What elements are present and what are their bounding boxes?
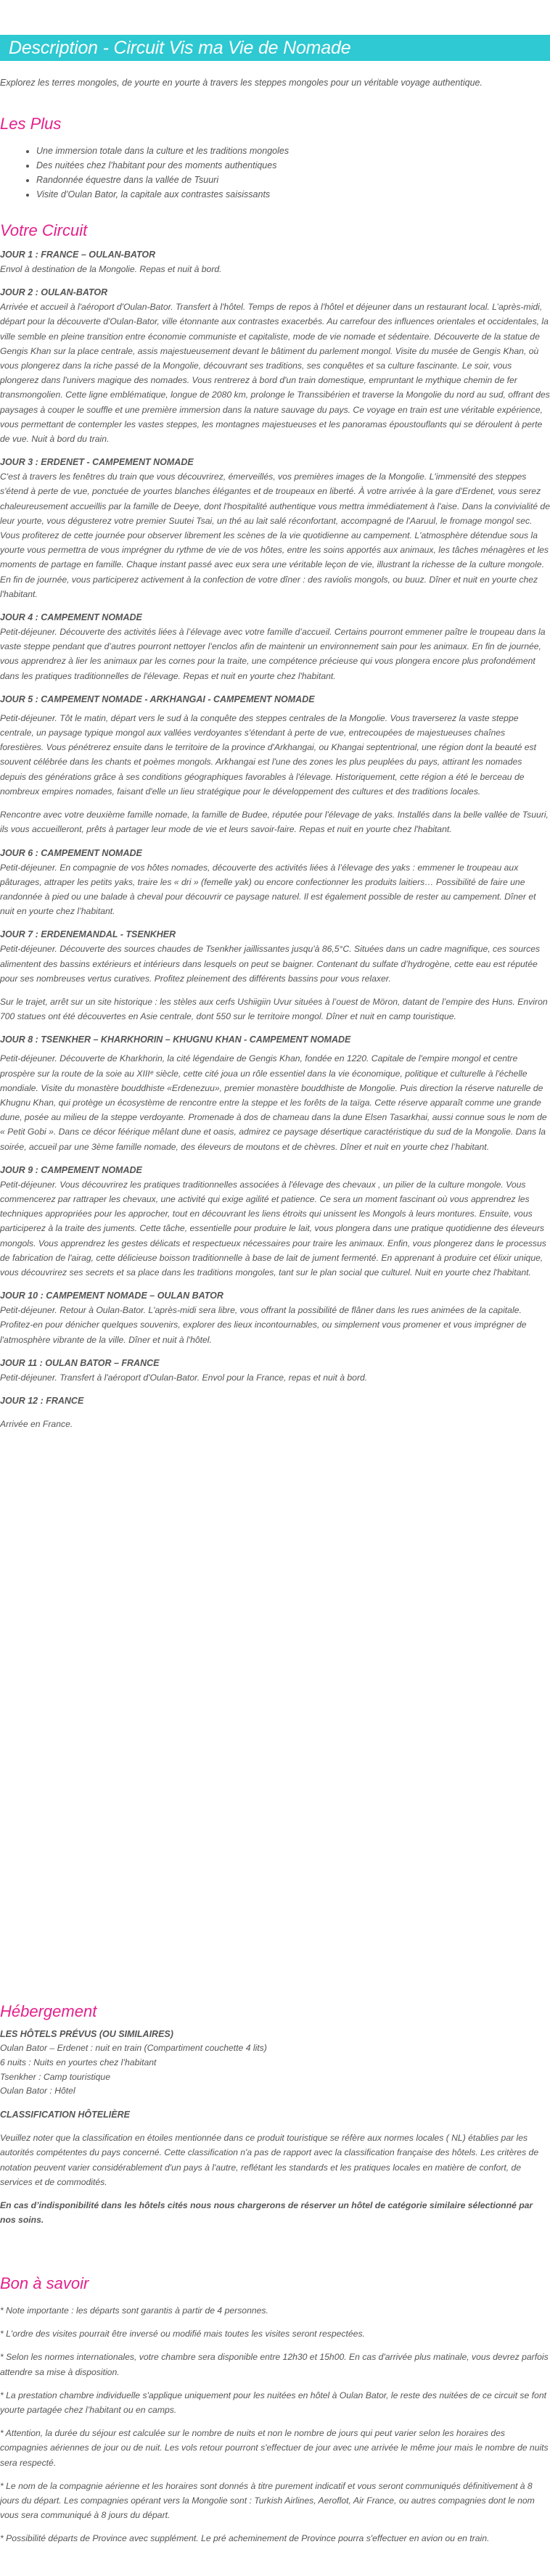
list-item: • Une immersion totale dans la culture et les traditions mongoles: [36, 144, 550, 158]
circuit-section: [0, 221, 550, 1431]
day-text: Petit-déjeuner. En compagnie de vos hôtes nomades, découverte des activités liées à l’élevage des yaks : emmener le troupeau aux pâturages, attraper les petits yaks, traire les « dri » (femelle yak) ou encore confectionner les produits laitiers… Possibilité de faire une randonnée à pied ou une balade à cheval pour découvrir ce paysage naturel. Il est également possible de rester au campement. Dîner et nuit en yourte chez l’habitant.: [0, 862, 536, 917]
info-item: * Note importante : les départs sont garantis à partir de 4 personnes.: [0, 2305, 268, 2316]
day-title: JOUR 2 : OULAN-BATOR: [0, 287, 108, 298]
hebergement-heading: Hébergement: [0, 2002, 97, 2020]
day-title: JOUR 10 : CAMPEMENT NOMADE – OULAN BATOR: [0, 1291, 223, 1301]
title-banner: [0, 35, 550, 61]
hebergement-section: [0, 2002, 550, 2227]
circuit-heading: Votre Circuit: [0, 221, 88, 239]
classification-text: Veuillez noter que la classification en étoiles mentionnée dans ce produit touristique se réfère aux normes locales ( NL) établies par les autorités compétentes du pays concerné. Cette classification n'a pas de rapport avec la classification française des hôtels. Les critères de notation peuvent varier considérablement d'un pays à l'autre, reflétant les standards et les pratiques locales en matière de confort, de services et de commodités.: [0, 2133, 539, 2187]
day-text: Arrivée en France.: [0, 1418, 73, 1429]
les-plus-heading: Les Plus: [0, 115, 62, 133]
day-text: Sur le trajet, arrêt sur un site historique : les stèles aux cerfs Ushiigiin Uvur situées à l’ouest de Möron, datant de l’empire des Huns. Environ 700 statues ont été découvertes en Asie centrale, dont 550 sur le territoire mongol. Dîner et nuit en camp touristique.: [0, 996, 548, 1022]
les-plus-section: [0, 115, 550, 202]
info-item: * Le nom de la compagnie aérienne et les horaires sont donnés à titre purement indicatif et vous seront communiqués définitivement à 8 jours du départ. Les compagnies opérant vers la Mongolie sont : Turkish Airlines, Aeroflot, Air France, ou autres compagnies dont le nom vous sera communiqué à 8 jours du départ.: [0, 2480, 535, 2521]
day-text: Petit-déjeuner. Vous découvrirez les pratiques traditionnelles associées à l'élevage des chevaux , un pilier de la culture mongole. Vous commencerez par rattraper les chevaux, une activité qui exige agilité et patience. Ce sera un moment fascinant où vous apprendrez les techniques appropriées pour les approcher, tout en découvrant les liens étroits qui unissent les Mongols à leurs montures. Ensuite, vous participerez à la traite des juments. Cette tâche, essentielle pour produire le lait, vous plongera dans une pratique quotidienne des éleveurs mongols. Vous apprendrez les gestes délicats et respectueux nécessaires pour traire les animaux. Enfin, vous plongerez dans le processus de fabrication de l'airag, cette délicieuse boisson traditionnelle à base de lait de jument fermenté. En apprenant à produire cet élixir unique, vous découvrirez ses secrets et sa place dans les traditions mongoles, tant sur le plan social que culturel. Nuit en yourte chez l'habitant.: [0, 1179, 546, 1277]
hotel-line: Tsenkher : Camp touristique: [0, 2071, 110, 2082]
day-title: JOUR 11 : OULAN BATOR – FRANCE: [0, 1357, 160, 1368]
info-item: * La prestation chambre individuelle s'applique uniquement pour les nuitées en hôtel à Oulan Bator, le reste des nuitées de ce circuit se font yourte partagée chez l’habitant ou en camps.: [0, 2390, 546, 2416]
bon-a-savoir-section: [0, 2274, 550, 2546]
day-title: JOUR 12 : FRANCE: [0, 1395, 84, 1406]
day-title: JOUR 9 : CAMPEMENT NOMADE: [0, 1164, 142, 1175]
day-title: JOUR 4 : CAMPEMENT NOMADE: [0, 612, 142, 623]
day-text: Arrivée et accueil à l'aéroport d'Oulan-Bator. Transfert à l'hôtel. Temps de repos à l'hôtel et déjeuner dans un restaurant local. L’après-midi, départ pour la découverte d'Oulan-Bator, ville étonnante aux contrastes exacerbés. Au carrefour des influences orientales et occidentales, la ville semble en pleine transition entre économie communiste et capitaliste, mode de vie nomade et sédentaire. Découverte de la statue de Gengis Khan sur la place centrale, assis majestueusement devant le bâtiment du parlement mongol. Visite du musée de Gengis Khan, où vous plongerez dans la riche passé de la Mongolie, découvrant ses traditions, ses conquêtes et sa culture fascinante. Le soir, vous plongerez dans l'univers magique des nomades. Vous rentrerez à bord d'un train domestique, empruntant le mythique chemin de fer transmongolien. Cette ligne emblématique, longue de 2080 km, prolonge le Transsibérien et traverse la Mongolie du nord au sud, offrant des paysages à couper le souffle et une première immersion dans la nature sauvage du pays. Ce voyage en train est une véritable expérience, vous permettant de contempler les vastes steppes, les montagnes majestueuses et les panoramas époustouflants qui se déroulent à perte de vue. Nuit à bord du train.: [0, 302, 550, 445]
info-item: * L'ordre des visites pourrait être inversé ou modifié mais toutes les visites seront respectées.: [0, 2329, 365, 2340]
hotel-note: En cas d’indisponibilité dans les hôtels cités nous nous chargerons de réserver un hôtel de catégorie similaire sélectionné par nos soins.: [0, 2200, 533, 2226]
info-item: * Possibilité départs de Province avec supplément. Le pré acheminement de Province pourra s'effectuer en avion ou en train.: [0, 2533, 490, 2544]
hotel-line: Oulan Bator : Hôtel: [0, 2086, 75, 2096]
info-item: * Attention, la durée du séjour est calculée sur le nombre de nuits et non le nombre de jours qui peut varier selon les horaires des compagnies aériennes de jour ou de nuit. Les vols retour pourront s'effectuer de jour avec une arrivée le même jour mais le nombre de nuits sera respecté.: [0, 2428, 549, 2468]
day-text: Petit-déjeuner. Tôt le matin, départ vers le sud à la conquête des steppes centrales de la Mongolie. Vous traverserez la vaste steppe centrale, un paysage typique mongol aux vallées verdoyantes s'étendant à perte de vue, entrecoupées de majestueuses chaînes forestières. Vous pénétrerez ensuite dans le territoire de la province d'Arkhangai, ou Khangai septentrional, une région dont la beauté est souvent célébrée dans les chants et poèmes mongols. Arkhangai est l'une des zones les plus peuplées du pays, attirant les nomades depuis des générations grâce à ses conditions géographiques favorables à l'élevage. Historiquement, cette région a été le berceau de nombreux empires nomades, faisant d'elle un lieu stratégique pour le développement des cultures et des traditions locales.: [0, 712, 537, 797]
day-text: Petit-déjeuner. Découverte de Kharkhorin, la cité légendaire de Gengis Khan, fondée en 1220. Capitale de l'empire mongol et centre prospère sur la route de la soie au XIIIᵉ siècle, cette cité joua un rôle essentiel dans la vie économique, politique et culturelle à l'échelle mondiale. Visite du monastère bouddhiste «Erdenezuu», premier monastère bouddhiste de Mongolie. Puis direction la réserve naturelle de Khugnu Khan, qui protège un écosystème de rencontre entre la steppe et les forêts de la taïga. Cette réserve apparaît comme une grande dune, posée au milieu de la steppe verdoyante. Promenade à dos de chameau dans la dune Elsen Tasarkhai, aussi connue sous le nom de « Petit Gobi ». Dans ce décor féérique mêlant dune et oasis, admirez ce paysage désertique caractéristique du sud de la Mongolie. Dans la soirée, accueil par une 3ème famille nomade, des éleveurs de moutons et de chèvres. Dîner et nuit en yourte chez l’habitant.: [0, 1053, 547, 1152]
day-text: Rencontre avec votre deuxième famille nomade, la famille de Budee, réputée pour l'élevage de yaks. Installés dans la belle vallée de Tsuuri, ils vous accueilleront, prêts à partager leur mode de vie et leurs savoir-faire. Repas et nuit en yourte chez l'habitant.: [0, 810, 549, 835]
day-text: Petit-déjeuner. Retour à Oulan-Bator. L'après-midi sera libre, vous offrant la possibilité de flâner dans les rues animées de la capitale. Profitez-en pour dénicher quelques souvenirs, explorer des lieux incontournables, ou simplement vous promener et vous imprégner de l'atmosphère vibrante de la ville. Dîner et nuit à l'hôtel.: [0, 1305, 527, 1345]
bon-a-savoir-heading: Bon à savoir: [0, 2274, 89, 2292]
day-title: JOUR 5 : CAMPEMENT NOMADE - ARKHANGAI - CAMPEMENT NOMADE: [0, 694, 315, 704]
day-title: JOUR 6 : CAMPEMENT NOMADE: [0, 847, 142, 858]
intro-section: [0, 75, 550, 90]
day-title: JOUR 7 : ERDENEMANDAL - TSENKHER: [0, 929, 176, 940]
hotel-line: 6 nuits : Nuits en yourtes chez l’habitant: [0, 2057, 157, 2067]
intro-text: Explorez les terres mongoles, de yourte en yourte à travers les steppes mongoles pour un véritable voyage authentique.: [0, 78, 483, 88]
page-title: Description - Circuit Vis ma Vie de Nomade: [9, 38, 351, 58]
day-text: C'est à travers les fenêtres du train que vous découvrirez, émerveillés, vos premières images de la Mongolie. L'immensité des steppes s'étend à perte de vue, ponctuée de yourtes blanches élégantes et de troupeaux en liberté. À votre arrivée à la gare d'Erdenet, vous serez chaleureusement accueillis par la famille de Deeye, dont l'hospitalité authentique vous mettra immédiatement à l'aise. Dans la convivialité de leur yourte, vous dégusterez votre premier Suutei Tsai, un thé au lait salé réconfortant, accompagné de l'Aaruul, le fromage mongol sec. Vous profiterez de cette journée pour observer librement les scènes de la vie quotidienne au campement. L'atmosphère détendue sous la yourte vous permettra de vous imprégner du rythme de vie de vos hôtes, entre les soins apportés aux animaux, les tâches ménagères et les moments de partage en famille. Chaque instant passé avec eux sera une véritable leçon de vie, illustrant la richesse de la culture mongole. En fin de journée, vous participerez activement à la confection de votre dîner : des raviolis mongols, ou buuz. Dîner et nuit en yourte chez l'habitant.: [0, 472, 550, 599]
day-text: Petit-déjeuner. Découverte des activités liées à l’élevage avec votre famille d’accueil. Certains pourront emmener paître le troupeau dans la vaste steppe pendant que d’autres pourront nettoyer l’enclos afin de maintenir un environnement sain pour les animaux. En fin de journée, vous apprendrez à lier les animaux par les cornes pour la traite, une compétence précieuse qui vous plongera encore plus profondément dans les pratiques traditionnelles de l'élevage. Repas et nuit en yourte chez l'habitant.: [0, 627, 546, 681]
hotel-line: Oulan Bator – Erdenet : nuit en train (Compartiment couchette 4 lits): [0, 2043, 267, 2053]
les-plus-list: [0, 144, 550, 202]
day-text: Envol à destination de la Mongolie. Repas et nuit à bord.: [0, 264, 222, 274]
day-text: Petit-déjeuner. Transfert à l'aéroport d'Oulan-Bator. Envol pour la France, repas et nuit à bord.: [0, 1372, 368, 1383]
classification-title: CLASSIFICATION HÔTELIÈRE: [0, 2110, 130, 2120]
hotels-subtitle: LES HÔTELS PRÉVUS (OU SIMILAIRES): [0, 2029, 173, 2039]
day-title: JOUR 8 : TSENKHER – KHARKHORIN – KHUGNU KHAN - CAMPEMENT NOMADE: [0, 1034, 351, 1045]
day-title: JOUR 3 : ERDENET - CAMPEMENT NOMADE: [0, 457, 194, 468]
day-title: JOUR 1 : FRANCE – OULAN-BATOR: [0, 250, 156, 260]
list-item: • Des nuitées chez l’habitant pour des moments authentiques: [36, 158, 550, 173]
list-item: • Visite d’Oulan Bator, la capitale aux contrastes saisissants: [36, 187, 550, 202]
info-item: * Selon les normes internationales, votre chambre sera disponible entre 12h30 et 15h00. En cas d'arrivée plus matinale, vous devrez parfois attendre sa mise à disposition.: [0, 2352, 549, 2377]
list-item: • Randonnée équestre dans la vallée de Tsuuri: [36, 173, 550, 187]
day-text: Petit-déjeuner. Découverte des sources chaudes de Tsenkher jaillissantes jusqu'à 86,5°C. Situées dans un cadre magnifique, ces sources alimentent des bassins extérieurs et intérieurs dans lesquels on peut se baigner. Contenant du sulfate d’hydrogène, cette eau est réputée pour ses nombreuses vertus curatives. Profitez pleinement des différents bassins pour vous relaxer.: [0, 944, 541, 984]
